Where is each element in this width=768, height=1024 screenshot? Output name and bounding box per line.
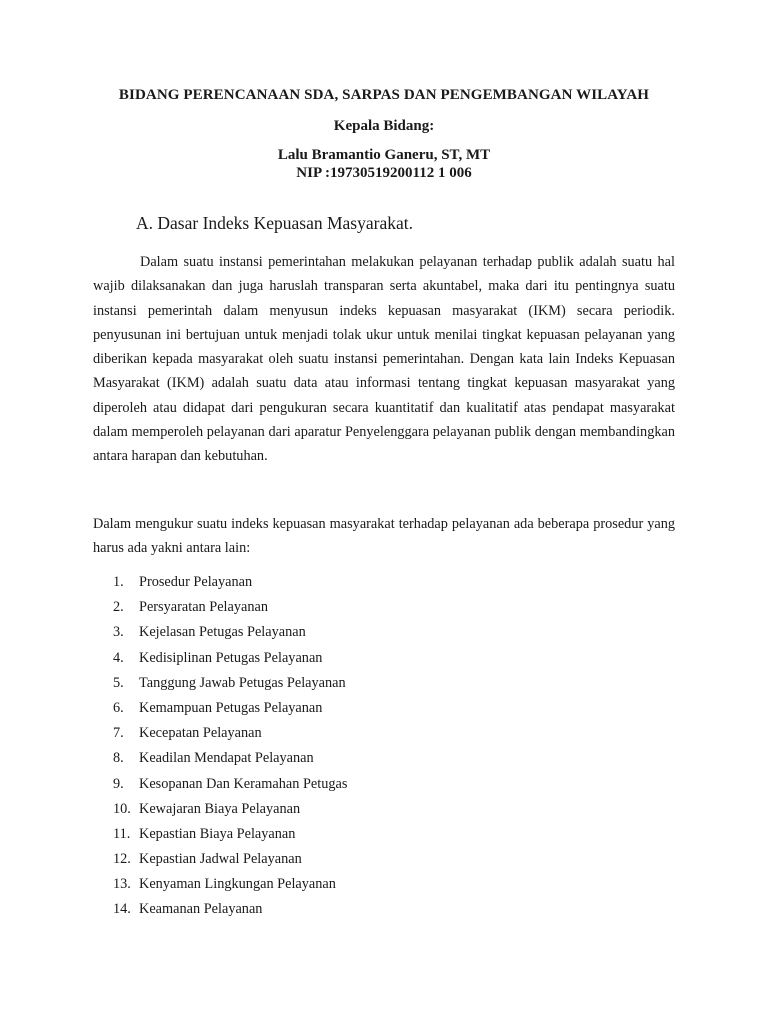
list-item [93,772,347,797]
list-item-number: 2. [113,599,124,616]
list-item [93,797,347,822]
list-item [93,595,347,620]
head-name: Lalu Bramantio Ganeru, ST, MT [277,147,491,163]
list-item-label: Kemampuan Petugas Pelayanan [139,699,323,716]
list-item-number: 1. [113,574,124,590]
list-item [93,646,347,671]
section-heading: A. Dasar Indeks Kepuasan Masyarakat. [136,213,413,233]
list-item [93,570,347,595]
intro-paragraph: Dalam suatu instansi pemerintahan melakukan pelayanan terhadap publik adalah suatu hal wajib dilaksanakan dan juga haruslah transparan serta akuntabel, maka dari itu pentingnya suatu instansi pemerintah dalam menyusun indeks kepuasan masyarakat (IKM) secara periodik. penyusunan ini bertujuan untuk menjadi tolak ukur untuk menilai tingkat kepuasan pelayanan yang diberikan kepada masyarakat oleh suatu instansi pemerintahan. Dengan kata lain Indeks Kepuasan Masyarakat (IKM) adalah suatu data atau informasi tentang tingkat kepuasan masyarakat yang diperoleh atau didapat dari pengukuran secara kuantitatif dan kualitatif atas pendapat masyarakat dalam memperoleh pelayanan dari aparatur Penyelenggara pelayanan publik dengan membandingkan antara harapan dan kebutuhan. [93,254,675,465]
head-nip: NIP :19730519200112 1 006 [296,165,472,181]
list-item-number: 13. [113,876,131,893]
list-item [93,721,347,746]
list-item-label: Kenyaman Lingkungan Pelayanan [139,876,336,893]
list-item-number: 3. [113,624,124,641]
list-item-label: Kepastian Jadwal Pelayanan [139,851,302,868]
procedure-intro-paragraph: Dalam mengukur suatu indeks kepuasan masyarakat terhadap pelayanan ada beberapa prosedur yang harus ada yakni antara lain: [93,516,675,557]
head-role-label: Kepala Bidang: [333,118,435,134]
list-item-label: Prosedur Pelayanan [139,574,253,590]
list-item [93,872,347,897]
list-item [93,847,347,872]
list-item-label: Kedisiplinan Petugas Pelayanan [139,649,323,666]
list-item [93,897,347,922]
department-title: BIDANG PERENCANAAN SDA, SARPAS DAN PENGEMBANGAN WILAYAH [118,87,650,103]
procedure-list [93,570,347,923]
list-item-number: 12. [113,851,131,868]
list-item-label: Keamanan Pelayanan [139,901,263,918]
list-item-number: 5. [113,674,124,691]
list-item [93,620,347,645]
list-item-number: 7. [113,725,124,742]
list-item-number: 6. [113,699,124,716]
list-item-label: Persyaratan Pelayanan [139,599,269,616]
list-item-number: 14. [113,901,131,918]
list-item-label: Tanggung Jawab Petugas Pelayanan [139,674,346,691]
list-item-label: Kepastian Biaya Pelayanan [139,825,296,842]
list-item-number: 9. [113,775,124,792]
list-item-number: 10. [113,800,131,817]
list-item-label: Kecepatan Pelayanan [139,725,262,742]
list-item [93,671,347,696]
list-item-number: 11. [113,825,131,842]
list-item-label: Keadilan Mendapat Pelayanan [139,750,314,767]
list-item [93,822,347,847]
list-item-label: Kejelasan Petugas Pelayanan [139,624,306,641]
list-item [93,746,347,771]
list-item-label: Kewajaran Biaya Pelayanan [139,800,301,817]
list-item-label: Kesopanan Dan Keramahan Petugas [139,775,348,792]
list-item-number: 8. [113,750,124,767]
list-item-number: 4. [113,649,124,666]
list-item [93,696,347,721]
